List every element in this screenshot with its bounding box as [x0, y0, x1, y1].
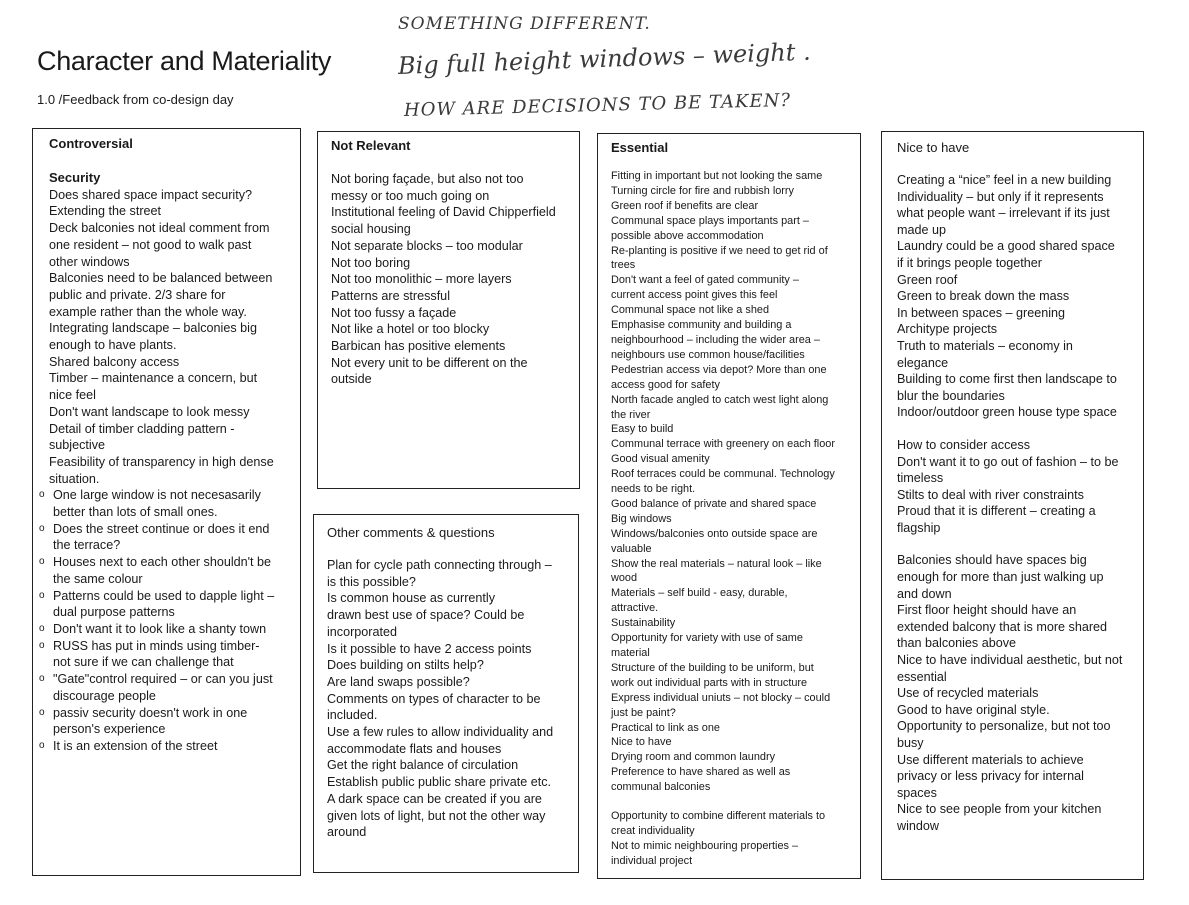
list-item: Materials – self build - easy, durable, attractive.	[611, 587, 788, 615]
list-item: Opportunity for variety with use of same material	[611, 632, 803, 659]
page-title: Character and Materiality	[37, 46, 332, 76]
nice-to-have-panel	[881, 131, 1144, 880]
list-item: Practical to link as one	[611, 721, 720, 734]
panel-heading: Nice to have	[897, 140, 970, 155]
list-item: Balconies need to be balanced between public and private. 2/3 share for example rather than the whole way.	[49, 271, 273, 319]
list-item: Timber – maintenance a concern, but nice feel	[49, 371, 258, 403]
page-subtitle: 1.0 /Feedback from co-design day	[37, 92, 234, 107]
list-item: Not too boring	[331, 255, 411, 270]
list-item: Truth to materials – economy in elegance	[897, 338, 1073, 370]
controversial-panel	[32, 128, 301, 876]
not-relevant-list	[331, 171, 573, 388]
list-item: Show the real materials – natural look – like wood	[611, 557, 822, 585]
list-item: First floor height should have an extended balcony that is more shared than balconies above	[897, 603, 1108, 651]
list-item: Not every unit to be different on the outside	[331, 355, 528, 387]
not-relevant-panel	[317, 131, 580, 489]
list-item: Structure of the building to be uniform, but work out individual parts with in structure	[611, 661, 814, 689]
list-item: A dark space can be created if you are given lots of light, but not the other way around	[327, 791, 546, 840]
list-item: Communal terrace with greenery on each floor	[611, 438, 835, 451]
list-item: Extending the street	[49, 204, 162, 219]
handwritten-note: HOW ARE DECISIONS TO BE TAKEN?	[403, 89, 792, 121]
list-item: Is it possible to have 2 access points	[327, 641, 532, 656]
list-item: Not to mimic neighbouring properties – individual project	[611, 839, 799, 867]
list-item: Roof terraces could be communal. Technology needs to be right.	[611, 468, 835, 496]
controversial-list	[49, 187, 294, 755]
list-item: Don't want it to go out of fashion – to be timeless	[897, 454, 1119, 486]
list-item: Comments on types of character to be included.	[327, 691, 541, 723]
handwritten-note: SOMETHING DIFFERENT.	[398, 14, 651, 34]
panel-heading: Controversial	[49, 136, 133, 151]
list-item: o It is an extension of the street	[45, 738, 294, 755]
list-item: Not too monolithic – more layers	[331, 272, 512, 287]
list-item: Emphasise community and building a neighbourhood – including the wider area – neighbours use common house/facilities	[611, 319, 820, 361]
list-item: In between spaces – greening	[897, 305, 1066, 320]
list-item: How to consider access	[897, 437, 1030, 452]
list-item: Architype projects	[897, 322, 998, 337]
list-item: o passiv security doesn't work in one person's experience	[45, 705, 294, 738]
handwritten-note: Big full height windows – weight .	[397, 37, 812, 80]
list-item: o Houses next to each other shouldn't be the same colour	[45, 554, 294, 587]
list-item: Creating a “nice” feel in a new building	[897, 173, 1112, 187]
panel-heading: Essential	[611, 140, 669, 155]
section-heading: Security	[49, 170, 101, 185]
list-item: Green roof	[897, 272, 958, 287]
list-item: o "Gate"control required – or can you just discourage people	[45, 671, 294, 704]
other-comments-panel	[313, 514, 579, 873]
list-item: Green roof if benefits are clear	[611, 199, 759, 212]
list-item: Is common house as currently drawn best use of space? Could be incorporated	[327, 591, 525, 639]
list-item: Good visual amenity	[611, 453, 710, 466]
list-item: Communal space plays importants part – possible above accommodation	[611, 214, 809, 242]
list-item: Nice to have	[611, 736, 672, 749]
list-item: Opportunity to combine different materials to creat individuality	[611, 810, 826, 837]
list-item: Integrating landscape – balconies big enough to have plants.	[49, 321, 257, 353]
list-item: Deck balconies not ideal comment from one resident – not good to walk past other windows	[49, 221, 270, 269]
list-item: Barbican has positive elements	[331, 339, 506, 354]
list-item: Establish public public share private etc.	[327, 775, 552, 790]
list-item: Communal space not like a shed	[611, 304, 769, 317]
list-item: Feasibility of transparency in high dense situation.	[49, 454, 274, 486]
list-item: Not boring façade, but also not too messy or too much going on	[331, 172, 524, 203]
list-item: Not separate blocks – too modular	[331, 238, 523, 253]
list-item: Nice to see people from your kitchen window	[897, 802, 1102, 833]
list-item: Don't want a feel of gated community – current access point gives this feel	[611, 274, 799, 302]
list-item: Plan for cycle path connecting through – is this possible?	[327, 558, 552, 589]
list-item: Are land swaps possible?	[327, 674, 470, 689]
list-item: Laundry could be a good shared space if it brings people together	[897, 239, 1115, 270]
list-item: Opportunity to personalize, but not too busy	[897, 719, 1111, 750]
list-item: Re-planting is positive if we need to get rid of trees	[611, 244, 828, 272]
other-comments-list	[327, 557, 572, 841]
nice-to-have-list	[897, 172, 1137, 835]
list-item: Individuality – but only if it represents what people want – irrelevant if its just made up	[897, 189, 1110, 237]
list-item: o Don't want it to look like a shanty town	[45, 621, 294, 638]
list-item: Use a few rules to allow individuality and accommodate flats and houses	[327, 725, 554, 756]
list-item: Windows/balconies onto outside space are valuable	[611, 527, 818, 555]
panel-heading: Other comments & questions	[327, 525, 495, 540]
list-item: o Patterns could be used to dapple light – dual purpose patterns	[45, 588, 294, 621]
essential-list	[611, 169, 856, 869]
list-item: Express individual uniuts – not blocky – could just be paint?	[611, 691, 831, 719]
list-item: North facade angled to catch west light along the river	[611, 393, 829, 421]
list-item: Big windows	[611, 512, 672, 525]
list-item: Detail of timber cladding pattern - subjective	[49, 421, 235, 453]
list-item: Fitting in important but not looking the same	[611, 170, 823, 182]
list-item: Not too fussy a façade	[331, 305, 457, 320]
list-item: Pedestrian access via depot? More than one access good for safety	[611, 363, 827, 391]
list-item: Building to come first then landscape to blur the boundaries	[897, 372, 1117, 403]
list-item: Does building on stilts help?	[327, 658, 484, 673]
list-item: Sustainability	[611, 617, 676, 630]
list-item: Proud that it is different – creating a flagship	[897, 504, 1096, 535]
list-item: Don't want landscape to look messy	[49, 404, 250, 419]
list-item: Get the right balance of circulation	[327, 758, 519, 773]
list-item: Nice to have individual aesthetic, but not essential	[897, 653, 1123, 684]
list-item: Good to have original style.	[897, 702, 1050, 717]
list-item: Not like a hotel or too blocky	[331, 322, 490, 337]
list-item: Preference to have shared as well as communal balconies	[611, 766, 791, 794]
list-item: Drying room and common laundry	[611, 751, 776, 764]
list-item: Use of recycled materials	[897, 686, 1039, 701]
list-item: Easy to build	[611, 423, 674, 436]
list-item: Turning circle for fire and rubbish lorry	[611, 184, 794, 197]
list-item: Institutional feeling of David Chipperfield social housing	[331, 205, 556, 237]
list-item: Shared balcony access	[49, 354, 180, 369]
list-item: Green to break down the mass	[897, 289, 1070, 304]
list-item: Good balance of private and shared space	[611, 497, 817, 510]
list-item: o One large window is not necesasarily better than lots of small ones.	[45, 487, 294, 520]
list-item: Stilts to deal with river constraints	[897, 487, 1084, 502]
panel-heading: Not Relevant	[331, 138, 411, 153]
list-item: o RUSS has put in minds using timber- not sure if we can challenge that	[45, 638, 294, 671]
list-item: Use different materials to achieve privacy or less privacy for internal spaces	[897, 752, 1084, 800]
list-item: Does shared space impact security?	[49, 187, 252, 202]
list-item: Patterns are stressful	[331, 288, 450, 303]
list-item: Balconies should have spaces big enough for more than just walking up and down	[897, 553, 1104, 601]
list-item: Indoor/outdoor green house type space	[897, 405, 1117, 420]
essential-panel	[597, 133, 861, 879]
list-item: o Does the street continue or does it end the terrace?	[45, 521, 294, 554]
